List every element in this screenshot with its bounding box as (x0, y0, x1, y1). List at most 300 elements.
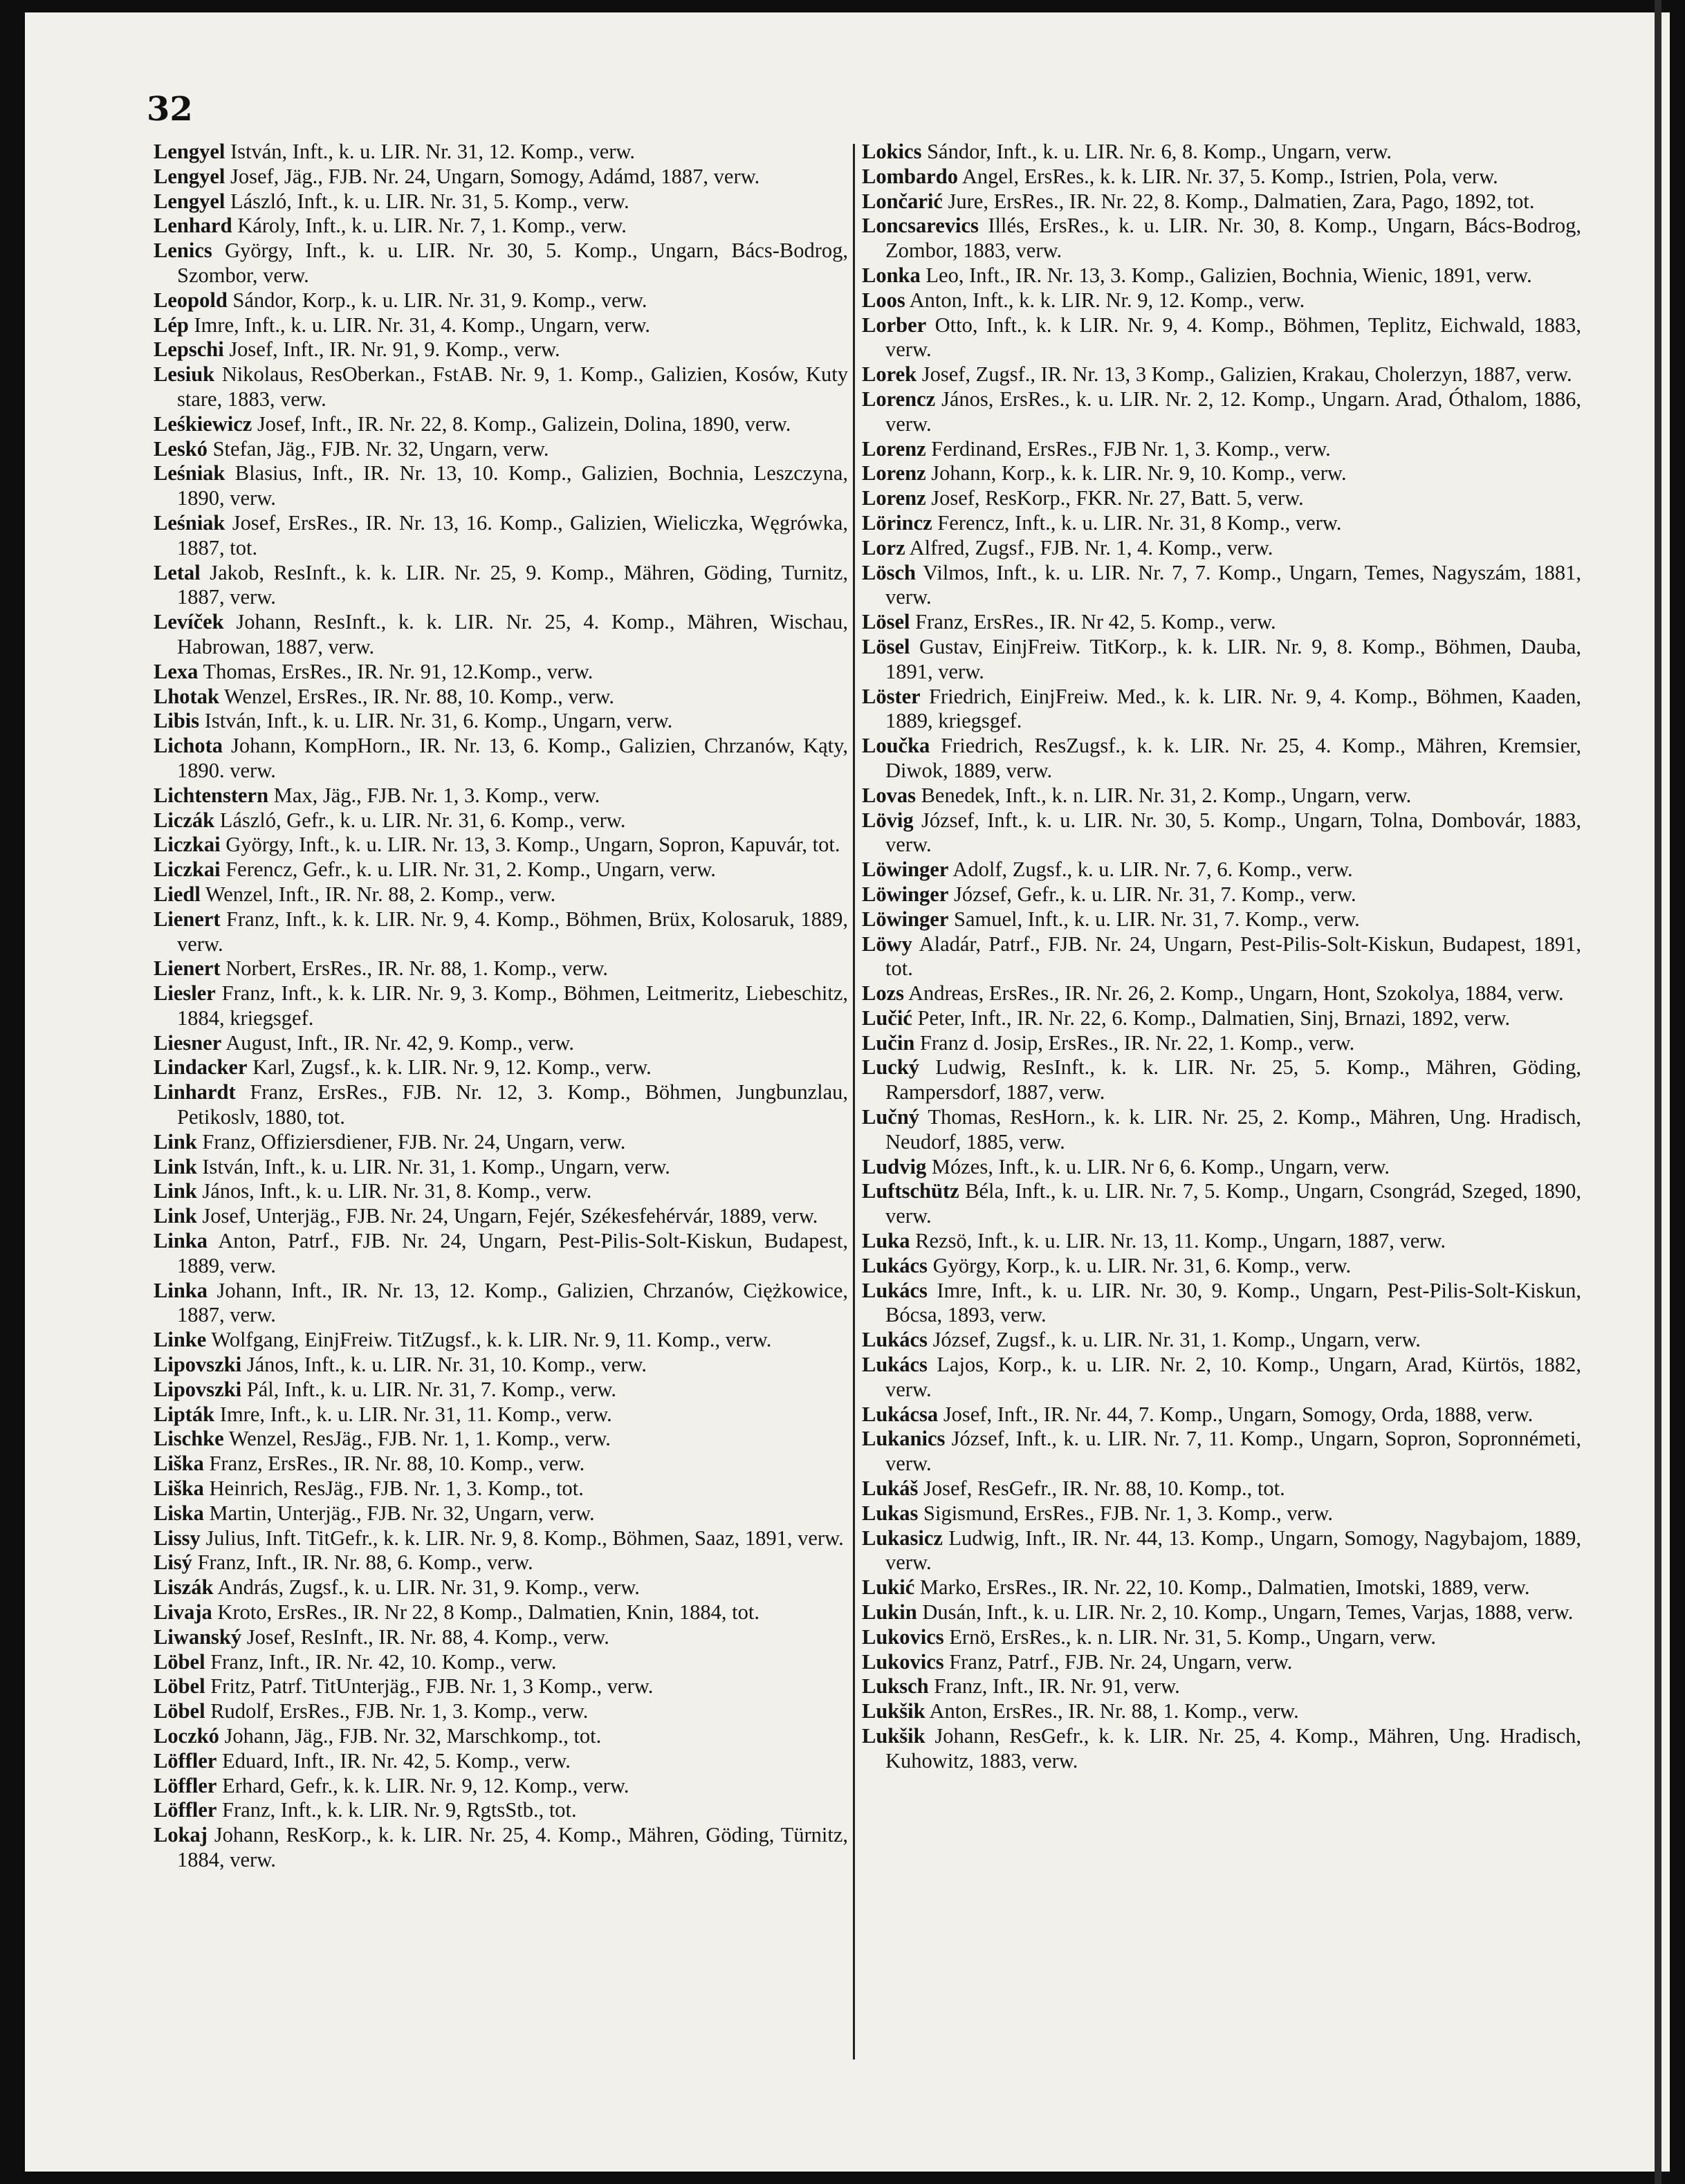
entry-details: Sigismund, ErsRes., FJB. Nr. 1, 3. Komp., verw. (918, 1501, 1333, 1525)
entry-details: Johann, KompHorn., IR. Nr. 13, 6. Komp., Galizien, Chrzanów, Kąty, 1890. verw. (177, 734, 848, 782)
entry-surname: Lorenz (862, 461, 926, 485)
entry-details: Franz, Inft., k. k. LIR. Nr. 9, 3. Komp., Böhmen, Leitmeritz, Liebeschitz, 1884, kriegsgef. (177, 981, 848, 1030)
entry-surname: Lukanics (862, 1427, 946, 1451)
entry-details: Benedek, Inft., k. n. LIR. Nr. 31, 2. Komp., Ungarn, verw. (915, 783, 1412, 807)
entry-surname: Lorenz (862, 486, 926, 510)
register-entry (862, 263, 1581, 288)
entry-surname: Lončarić (862, 189, 943, 213)
register-entry (154, 1080, 848, 1130)
register-entry (154, 1130, 848, 1155)
register-entry (862, 1650, 1581, 1675)
register-entry (154, 1724, 848, 1749)
register-entry (862, 1179, 1581, 1229)
register-entry (862, 808, 1581, 858)
entry-details: August, Inft., IR. Nr. 42, 9. Komp., verw. (221, 1030, 574, 1055)
register-entry (862, 858, 1581, 882)
register-entry (862, 140, 1581, 165)
register-entry (154, 337, 848, 362)
register-entry (154, 1403, 848, 1427)
entry-surname: Lenhard (154, 214, 232, 238)
entry-surname: Link (154, 1129, 197, 1154)
register-entry (862, 1006, 1581, 1031)
entry-details: Franz, Patrf., FJB. Nr. 24, Ungarn, verw. (943, 1649, 1293, 1674)
entry-details: István, Inft., k. u. LIR. Nr. 31, 6. Komp., Ungarn, verw. (199, 709, 673, 733)
entry-details: József, Inft., k. u. LIR. Nr. 30, 5. Komp., Ungarn, Tolna, Dombovár, 1883, verw. (885, 808, 1581, 857)
entry-details: Wenzel, ErsRes., IR. Nr. 88, 10. Komp., verw. (219, 684, 614, 708)
entry-surname: Leśkiewicz (154, 411, 252, 436)
entry-details: Max, Jäg., FJB. Nr. 1, 3. Komp., verw. (268, 783, 600, 807)
register-entry (862, 1600, 1581, 1625)
entry-details: Otto, Inft., k. k LIR. Nr. 9, 4. Komp., Böhmen, Teplitz, Eichwald, 1883, verw. (885, 313, 1581, 362)
entry-surname: Löbel (154, 1699, 205, 1723)
entry-details: Sándor, Inft., k. u. LIR. Nr. 6, 8. Komp., Ungarn, verw. (921, 140, 1392, 163)
entry-surname: Lukovics (862, 1625, 944, 1649)
entry-surname: Luftschütz (862, 1179, 959, 1203)
entry-surname: Löffler (154, 1748, 217, 1773)
entry-surname: Ludvig (862, 1154, 927, 1178)
register-entry (154, 1774, 848, 1799)
entry-surname: Liczkai (154, 858, 221, 882)
register-entry (862, 486, 1581, 511)
entry-surname: Lösel (862, 634, 910, 658)
entry-surname: Lukács (862, 1328, 928, 1352)
entry-details: László, Inft., k. u. LIR. Nr. 31, 5. Komp., verw. (225, 189, 629, 213)
page-number: 32 (147, 90, 193, 129)
register-entry (154, 1452, 848, 1477)
register-entry (154, 1674, 848, 1699)
register-entry (862, 1526, 1581, 1576)
entry-details: Eduard, Inft., IR. Nr. 42, 5. Komp., verw. (217, 1748, 571, 1773)
register-entry (862, 214, 1581, 263)
entry-details: Imre, Inft., k. u. LIR. Nr. 30, 9. Komp., Ungarn, Pest-Pilis-Solt-Kiskun, Bócsa, 1893, verw. (885, 1278, 1581, 1327)
entry-details: Kroto, ErsRes., IR. Nr 22, 8 Komp., Dalmatien, Knin, 1884, tot. (212, 1600, 759, 1625)
entry-details: Ludwig, ResInft., k. k. LIR. Nr. 25, 5. Komp., Mähren, Göding, Rampersdorf, 1887, verw. (885, 1055, 1581, 1104)
entry-details: Heinrich, ResJäg., FJB. Nr. 1, 3. Komp., tot. (203, 1477, 584, 1501)
entry-surname: Link (154, 1204, 197, 1228)
entry-surname: Loos (862, 288, 905, 312)
register-entry (154, 734, 848, 784)
entry-details: Karl, Zugsf., k. k. LIR. Nr. 9, 12. Komp., verw. (247, 1055, 652, 1080)
entry-surname: Lukáš (862, 1477, 919, 1501)
entry-surname: Liska (154, 1501, 204, 1525)
register-entry (154, 907, 848, 957)
entry-surname: Lokics (862, 140, 922, 163)
entry-details: Franz, Offiziersdiener, FJB. Nr. 24, Ungarn, verw. (196, 1129, 626, 1154)
entry-surname: Lienert (154, 956, 221, 981)
register-entry (154, 461, 848, 511)
entry-details: Rudolf, ErsRes., FJB. Nr. 1, 3. Komp., verw. (205, 1699, 589, 1723)
register-entry (862, 437, 1581, 462)
entry-surname: Lukasicz (862, 1526, 943, 1550)
entry-details: Norbert, ErsRes., IR. Nr. 88, 1. Komp., verw. (220, 956, 609, 981)
entry-details: Ludwig, Inft., IR. Nr. 44, 13. Komp., Ungarn, Somogy, Nagybajom, 1889, verw. (885, 1526, 1581, 1575)
register-entry (862, 511, 1581, 536)
register-entry (154, 1427, 848, 1452)
entry-details: Wolfgang, EinjFreiw. TitZugsf., k. k. LIR. Nr. 9, 11. Komp., verw. (206, 1328, 772, 1352)
register-entry (154, 1055, 848, 1080)
entry-surname: Lengyel (154, 164, 225, 188)
register-entry (862, 907, 1581, 932)
register-entry (862, 734, 1581, 784)
entry-details: Károly, Inft., k. u. LIR. Nr. 7, 1. Komp., verw. (232, 214, 627, 238)
entry-surname: Lukin (862, 1600, 917, 1625)
entry-details: Stefan, Jäg., FJB. Nr. 32, Ungarn, verw. (207, 436, 549, 461)
entry-details: József, Gefr., k. u. LIR. Nr. 31, 7. Komp., verw. (948, 882, 1356, 906)
entry-details: Wenzel, ResJäg., FJB. Nr. 1, 1. Komp., verw. (223, 1427, 611, 1451)
entry-surname: Lipovszki (154, 1353, 242, 1377)
entry-surname: Löffler (154, 1773, 217, 1797)
register-entry (154, 1501, 848, 1526)
entry-details: Adolf, Zugsf., k. u. LIR. Nr. 7, 6. Komp., verw. (948, 858, 1353, 882)
entry-surname: Liczkai (154, 833, 221, 857)
entry-surname: Linka (154, 1278, 208, 1302)
entry-surname: Liwanský (154, 1625, 242, 1649)
entry-details: Peter, Inft., IR. Nr. 22, 6. Komp., Dalmatien, Sinj, Brnazi, 1892, verw. (912, 1006, 1511, 1030)
entry-surname: Löster (862, 684, 921, 708)
entry-surname: Lisý (154, 1551, 192, 1575)
entry-surname: Lösch (862, 560, 916, 584)
entry-surname: Leśniak (154, 510, 225, 535)
entry-surname: Lukovics (862, 1649, 944, 1674)
register-entry (154, 1526, 848, 1551)
register-entry (862, 1403, 1581, 1427)
entry-surname: Luksch (862, 1674, 929, 1699)
register-entry (154, 1031, 848, 1056)
entry-surname: Lissy (154, 1526, 201, 1550)
register-entry (154, 685, 848, 710)
register-entry (862, 784, 1581, 808)
entry-details: Pál, Inft., k. u. LIR. Nr. 31, 7. Komp., verw. (241, 1377, 617, 1401)
entry-details: Friedrich, EinjFreiw. Med., k. k. LIR. Nr. 9, 4. Komp., Böhmen, Kaaden, 1889, kriegsgef. (885, 684, 1581, 733)
entry-surname: Lorz (862, 535, 905, 559)
entry-details: Josef, Inft., IR. Nr. 91, 9. Komp., verw. (223, 337, 560, 362)
register-entry (862, 1575, 1581, 1600)
entry-surname: Lipovszki (154, 1377, 242, 1401)
register-entry (154, 858, 848, 882)
entry-surname: Liesler (154, 981, 216, 1006)
entry-details: Blasius, Inft., IR. Nr. 13, 10. Komp., Galizien, Bochnia, Leszczyna, 1890, verw. (177, 461, 848, 510)
entry-surname: Liška (154, 1452, 204, 1476)
entry-surname: Levíček (154, 610, 224, 634)
register-entry (862, 461, 1581, 486)
entry-surname: Lukšik (862, 1699, 926, 1723)
entry-details: György, Inft., k. u. LIR. Nr. 13, 3. Komp., Ungarn, Sopron, Kapuvár, tot. (220, 833, 840, 857)
register-entry (154, 709, 848, 734)
entry-details: János, ErsRes., k. u. LIR. Nr. 2, 12. Komp., Ungarn. Arad, Óthalom, 1886, verw. (885, 387, 1581, 436)
entry-surname: Leśniak (154, 461, 225, 485)
register-entry (154, 1155, 848, 1180)
register-entry (862, 1477, 1581, 1501)
entry-details: Aladár, Patrf., FJB. Nr. 24, Ungarn, Pest-Pilis-Solt-Kiskun, Budapest, 1891, tot. (885, 932, 1581, 981)
entry-details: Leo, Inft., IR. Nr. 13, 3. Komp., Galizien, Bochnia, Wienic, 1891, verw. (920, 263, 1532, 287)
entry-details: Imre, Inft., k. u. LIR. Nr. 31, 4. Komp., Ungarn, verw. (188, 313, 651, 337)
register-entry (862, 1353, 1581, 1403)
entry-surname: Liczák (154, 808, 215, 832)
register-entry (154, 1823, 848, 1873)
entry-details: Josef, Jäg., FJB. Nr. 24, Ungarn, Somogy, Adámd, 1887, verw. (225, 164, 760, 188)
register-entry (154, 1204, 848, 1229)
entry-details: Jure, ErsRes., IR. Nr. 22, 8. Komp., Dalmatien, Zara, Pago, 1892, tot. (942, 189, 1535, 213)
entry-surname: Löbel (154, 1674, 205, 1699)
register-entry (154, 833, 848, 858)
entry-details: Nikolaus, ResOberkan., FstAB. Nr. 9, 1. Komp., Galizien, Kosów, Kuty stare, 1883, verw. (177, 362, 848, 411)
entry-details: Imre, Inft., k. u. LIR. Nr. 31, 11. Komp., verw. (214, 1402, 612, 1426)
register-entry (862, 1328, 1581, 1353)
entry-surname: Lozs (862, 981, 904, 1006)
entry-details: Friedrich, ResZugsf., k. k. LIR. Nr. 25, 4. Komp., Mähren, Kremsier, Diwok, 1889, verw. (885, 734, 1581, 782)
entry-details: János, Inft., k. u. LIR. Nr. 31, 10. Komp., verw. (241, 1353, 647, 1377)
entry-surname: Lorber (862, 313, 927, 337)
entry-details: Béla, Inft., k. u. LIR. Nr. 7, 5. Komp., Ungarn, Csongrád, Szeged, 1890, verw. (885, 1179, 1581, 1228)
entry-details: Johann, Korp., k. k. LIR. Nr. 9, 10. Komp., verw. (926, 461, 1347, 485)
register-entry (154, 511, 848, 561)
register-entry (862, 536, 1581, 561)
entry-surname: Löwy (862, 932, 912, 956)
register-entry (154, 313, 848, 338)
register-entry (862, 1031, 1581, 1056)
entry-surname: Lichota (154, 734, 223, 758)
entry-details: Josef, Inft., IR. Nr. 44, 7. Komp., Ungarn, Somogy, Orda, 1888, verw. (938, 1402, 1534, 1426)
register-entry (154, 1279, 848, 1329)
register-entry (862, 610, 1581, 635)
entry-details: Marko, ErsRes., IR. Nr. 22, 10. Komp., Dalmatien, Imotski, 1889, verw. (914, 1575, 1530, 1600)
register-entry (862, 932, 1581, 982)
entry-surname: Lukas (862, 1501, 919, 1525)
register-entry (154, 660, 848, 685)
entry-details: Alfred, Zugsf., FJB. Nr. 1, 4. Komp., verw. (905, 535, 1273, 559)
register-entry (154, 1625, 848, 1650)
entry-details: Franz, Inft., IR. Nr. 88, 6. Komp., verw. (192, 1551, 533, 1575)
register-entry (862, 189, 1581, 214)
entry-surname: Leopold (154, 288, 228, 312)
register-entry (862, 1501, 1581, 1526)
entry-surname: Letal (154, 560, 201, 584)
entry-surname: Lučić (862, 1006, 912, 1030)
register-entry (154, 288, 848, 313)
entry-details: Johann, ResGefr., k. k. LIR. Nr. 25, 4. Komp., Mähren, Ung. Hradisch, Kuhowitz, 1883, verw. (885, 1724, 1581, 1773)
register-entry (154, 1328, 848, 1353)
entry-surname: Lokaj (154, 1823, 208, 1847)
entry-details: Johann, Inft., IR. Nr. 13, 12. Komp., Galizien, Chrzanów, Ciężkowice, 1887, verw. (177, 1278, 848, 1327)
entry-surname: Loncsarevics (862, 214, 979, 238)
entry-details: Dusán, Inft., k. u. LIR. Nr. 2, 10. Komp., Ungarn, Temes, Varjas, 1888, verw. (917, 1600, 1574, 1625)
register-entry (154, 1600, 848, 1625)
register-entry (862, 561, 1581, 611)
entry-surname: Linke (154, 1328, 207, 1352)
entry-surname: Liesner (154, 1030, 222, 1055)
register-entry (154, 981, 848, 1031)
entry-details: Julius, Inft. TitGefr., k. k. LIR. Nr. 9, 8. Komp., Böhmen, Saaz, 1891, verw. (200, 1526, 844, 1550)
entry-details: György, Inft., k. u. LIR. Nr. 30, 5. Komp., Ungarn, Bács-Bodrog, Szombor, verw. (177, 239, 848, 287)
register-entry (154, 1353, 848, 1378)
entry-surname: Lindacker (154, 1055, 248, 1080)
entry-details: Wenzel, Inft., IR. Nr. 88, 2. Komp., verw. (200, 882, 556, 906)
entry-details: József, Inft., k. u. LIR. Nr. 7, 11. Komp., Ungarn, Sopron, Sopronnémeti, verw. (885, 1427, 1581, 1476)
register-entry (862, 635, 1581, 685)
entry-details: Johann, ResKorp., k. k. LIR. Nr. 25, 4. Komp., Mähren, Göding, Türnitz, 1884, verw. (177, 1823, 848, 1871)
entry-surname: Lučin (862, 1030, 915, 1055)
entry-details: Johann, Jäg., FJB. Nr. 32, Marschkomp., tot. (219, 1724, 602, 1748)
entry-details: Gustav, EinjFreiw. TitKorp., k. k. LIR. Nr. 9, 8. Komp., Böhmen, Dauba, 1891, verw. (885, 634, 1581, 683)
entry-details: Josef, Inft., IR. Nr. 22, 8. Komp., Galizein, Dolina, 1890, verw. (252, 411, 791, 436)
register-entry (862, 981, 1581, 1006)
entry-details: András, Zugsf., k. u. LIR. Nr. 31, 9. Komp., verw. (213, 1575, 640, 1600)
entry-details: József, Zugsf., k. u. LIR. Nr. 31, 1. Komp., Ungarn, verw. (927, 1328, 1421, 1352)
entry-details: Ferencz, Gefr., k. u. LIR. Nr. 31, 2. Komp., Ungarn, verw. (220, 858, 716, 882)
register-entry (862, 288, 1581, 313)
entry-details: Mózes, Inft., k. u. LIR. Nr 6, 6. Komp., Ungarn, verw. (926, 1154, 1390, 1178)
entry-surname: Lorencz (862, 387, 936, 411)
entry-details: Josef, ResGefr., IR. Nr. 88, 10. Komp., tot. (918, 1477, 1285, 1501)
entry-details: Franz, ErsRes., FJB. Nr. 12, 3. Komp., Böhmen, Jungbunzlau, Petikoslv, 1880, tot. (177, 1080, 848, 1129)
entry-details: Sándor, Korp., k. u. LIR. Nr. 31, 9. Komp., verw. (227, 288, 647, 312)
entry-surname: Lukácsa (862, 1402, 939, 1426)
entry-details: Erhard, Gefr., k. k. LIR. Nr. 9, 12. Komp., verw. (217, 1773, 629, 1797)
entry-surname: Lukšik (862, 1724, 926, 1748)
entry-surname: Loczkó (154, 1724, 219, 1748)
register-entry (154, 882, 848, 907)
register-entry (862, 1229, 1581, 1254)
entry-surname: Luka (862, 1229, 910, 1253)
register-entry (154, 1229, 848, 1279)
left-column (154, 140, 848, 1873)
entry-surname: Lichtenstern (154, 783, 269, 807)
entry-surname: Lukács (862, 1278, 928, 1302)
entry-surname: Lövig (862, 808, 914, 832)
entry-surname: Lipták (154, 1402, 215, 1426)
entry-details: Josef, ErsRes., IR. Nr. 13, 16. Komp., Galizien, Wieliczka, Węgrówka, 1887, tot. (177, 510, 848, 559)
entry-details: Franz, Inft., IR. Nr. 91, verw. (928, 1674, 1180, 1699)
entry-details: Franz, ErsRes., IR. Nr. 88, 10. Komp., verw. (203, 1452, 585, 1476)
register-entry (862, 362, 1581, 387)
entry-surname: Löwinger (862, 858, 949, 882)
register-entry (862, 165, 1581, 189)
entry-surname: Loučka (862, 734, 930, 758)
register-entry (154, 784, 848, 808)
entry-details: Martin, Unterjäg., FJB. Nr. 32, Ungarn, verw. (203, 1501, 595, 1525)
register-entry (154, 189, 848, 214)
register-entry (862, 387, 1581, 437)
entry-surname: Liedl (154, 882, 201, 906)
register-entry (862, 1279, 1581, 1329)
entry-surname: Löwinger (862, 882, 949, 906)
column-divider (853, 144, 855, 2060)
register-entry (154, 1575, 848, 1600)
register-entry (862, 313, 1581, 363)
entry-details: Anton, Patrf., FJB. Nr. 24, Ungarn, Pest-Pilis-Solt-Kiskun, Budapest, 1889, verw. (177, 1229, 848, 1277)
register-entry (154, 808, 848, 833)
entry-surname: Lučný (862, 1105, 920, 1129)
entry-details: Fritz, Patrf. TitUnterjäg., FJB. Nr. 1, 3 Komp., verw. (205, 1674, 654, 1699)
entry-surname: Lischke (154, 1427, 224, 1451)
entry-details: Franz, Inft., k. k. LIR. Nr. 9, RgtsStb., tot. (217, 1798, 577, 1822)
register-entry (862, 1625, 1581, 1650)
entry-details: Ferdinand, ErsRes., FJB Nr. 1, 3. Komp., verw. (926, 436, 1331, 461)
entry-details: György, Korp., k. u. LIR. Nr. 31, 6. Komp., verw. (927, 1253, 1352, 1277)
register-entry (154, 610, 848, 660)
register-entry (154, 1798, 848, 1823)
entry-details: Rezsö, Inft., k. u. LIR. Nr. 13, 11. Komp., Ungarn, 1887, verw. (910, 1229, 1446, 1253)
entry-surname: Lonka (862, 263, 921, 287)
entry-surname: Lhotak (154, 684, 219, 708)
entry-details: Ferencz, Inft., k. u. LIR. Nr. 31, 8 Komp., verw. (932, 510, 1342, 535)
entry-surname: Lombardo (862, 164, 958, 188)
book-page (25, 12, 1670, 2172)
register-entry (862, 1427, 1581, 1477)
register-entry (862, 685, 1581, 734)
register-entry (154, 1749, 848, 1774)
entry-details: Lajos, Korp., k. u. LIR. Nr. 2, 10. Komp., Ungarn, Arad, Kürtös, 1882, verw. (885, 1353, 1581, 1401)
entry-details: Illés, ErsRes., k. u. LIR. Nr. 30, 8. Komp., Ungarn, Bács-Bodrog, Zombor, 1883, verw. (885, 214, 1581, 263)
right-column (862, 140, 1581, 1774)
entry-surname: Lenics (154, 239, 212, 263)
entry-details: Franz d. Josip, ErsRes., IR. Nr. 22, 1. Komp., verw. (914, 1030, 1355, 1055)
register-entry (154, 140, 848, 165)
entry-details: Thomas, ErsRes., IR. Nr. 91, 12.Komp., verw. (198, 659, 593, 683)
entry-surname: Lepschi (154, 337, 224, 362)
register-entry (154, 165, 848, 189)
register-entry (154, 1650, 848, 1675)
entry-surname: Lorenz (862, 436, 926, 461)
entry-surname: Leskó (154, 436, 208, 461)
register-entry (154, 437, 848, 462)
register-entry (154, 1378, 848, 1403)
entry-details: László, Gefr., k. u. LIR. Nr. 31, 6. Komp., verw. (214, 808, 626, 832)
entry-surname: Lösel (862, 610, 910, 634)
entry-surname: Livaja (154, 1600, 212, 1625)
entry-surname: Lovas (862, 783, 916, 807)
entry-details: Andreas, ErsRes., IR. Nr. 26, 2. Komp., Ungarn, Hont, Szokolya, 1884, verw. (904, 981, 1564, 1006)
register-entry (154, 1699, 848, 1724)
register-entry (862, 1699, 1581, 1724)
entry-details: Vilmos, Inft., k. u. LIR. Nr. 7, 7. Komp., Ungarn, Temes, Nagyszám, 1881, verw. (885, 560, 1581, 609)
entry-surname: Lexa (154, 659, 199, 683)
entry-details: Franz, Inft., k. k. LIR. Nr. 9, 4. Komp., Böhmen, Brüx, Kolosaruk, 1889, verw. (177, 907, 848, 956)
entry-details: Franz, ErsRes., IR. Nr 42, 5. Komp., verw. (910, 610, 1276, 634)
entry-surname: Linka (154, 1229, 208, 1253)
register-entry (154, 1477, 848, 1501)
entry-surname: Lienert (154, 907, 221, 931)
entry-details: János, Inft., k. u. LIR. Nr. 31, 8. Komp., verw. (196, 1179, 592, 1203)
entry-surname: Link (154, 1179, 197, 1203)
entry-surname: Lukić (862, 1575, 915, 1600)
entry-details: István, Inft., k. u. LIR. Nr. 31, 1. Komp., Ungarn, verw. (196, 1154, 670, 1178)
register-entry (862, 1254, 1581, 1279)
entry-surname: Lorek (862, 362, 917, 387)
entry-surname: Lukács (862, 1353, 928, 1377)
entry-surname: Lép (154, 313, 189, 337)
entry-details: Samuel, Inft., k. u. LIR. Nr. 31, 7. Komp., verw. (948, 907, 1360, 931)
entry-details: Josef, ResKorp., FKR. Nr. 27, Batt. 5, verw. (926, 486, 1304, 510)
entry-details: Angel, ErsRes., k. k. LIR. Nr. 37, 5. Komp., Istrien, Pola, verw. (957, 164, 1498, 188)
entry-details: Ernö, ErsRes., k. n. LIR. Nr. 31, 5. Komp., Ungarn, verw. (943, 1625, 1436, 1649)
register-entry (154, 239, 848, 288)
register-entry (154, 956, 848, 981)
entry-surname: Libis (154, 709, 200, 733)
entry-surname: Liszák (154, 1575, 214, 1600)
entry-surname: Lesiuk (154, 362, 215, 387)
entry-details: Josef, ResInft., IR. Nr. 88, 4. Komp., verw. (241, 1625, 609, 1649)
entry-details: Johann, ResInft., k. k. LIR. Nr. 25, 4. Komp., Mähren, Wischau, Habrowan, 1887, verw. (177, 610, 848, 658)
entry-surname: Löffler (154, 1798, 217, 1822)
entry-surname: Liška (154, 1477, 204, 1501)
entry-details: Josef, Unterjäg., FJB. Nr. 24, Ungarn, Fejér, Székesfehérvár, 1889, verw. (196, 1204, 818, 1228)
register-entry (154, 1179, 848, 1204)
entry-details: Josef, Zugsf., IR. Nr. 13, 3 Komp., Galizien, Krakau, Cholerzyn, 1887, verw. (917, 362, 1572, 387)
entry-details: Jakob, ResInft., k. k. LIR. Nr. 25, 9. Komp., Mähren, Göding, Turnitz, 1887, verw. (177, 560, 848, 609)
register-entry (154, 214, 848, 239)
register-entry (862, 1055, 1581, 1105)
